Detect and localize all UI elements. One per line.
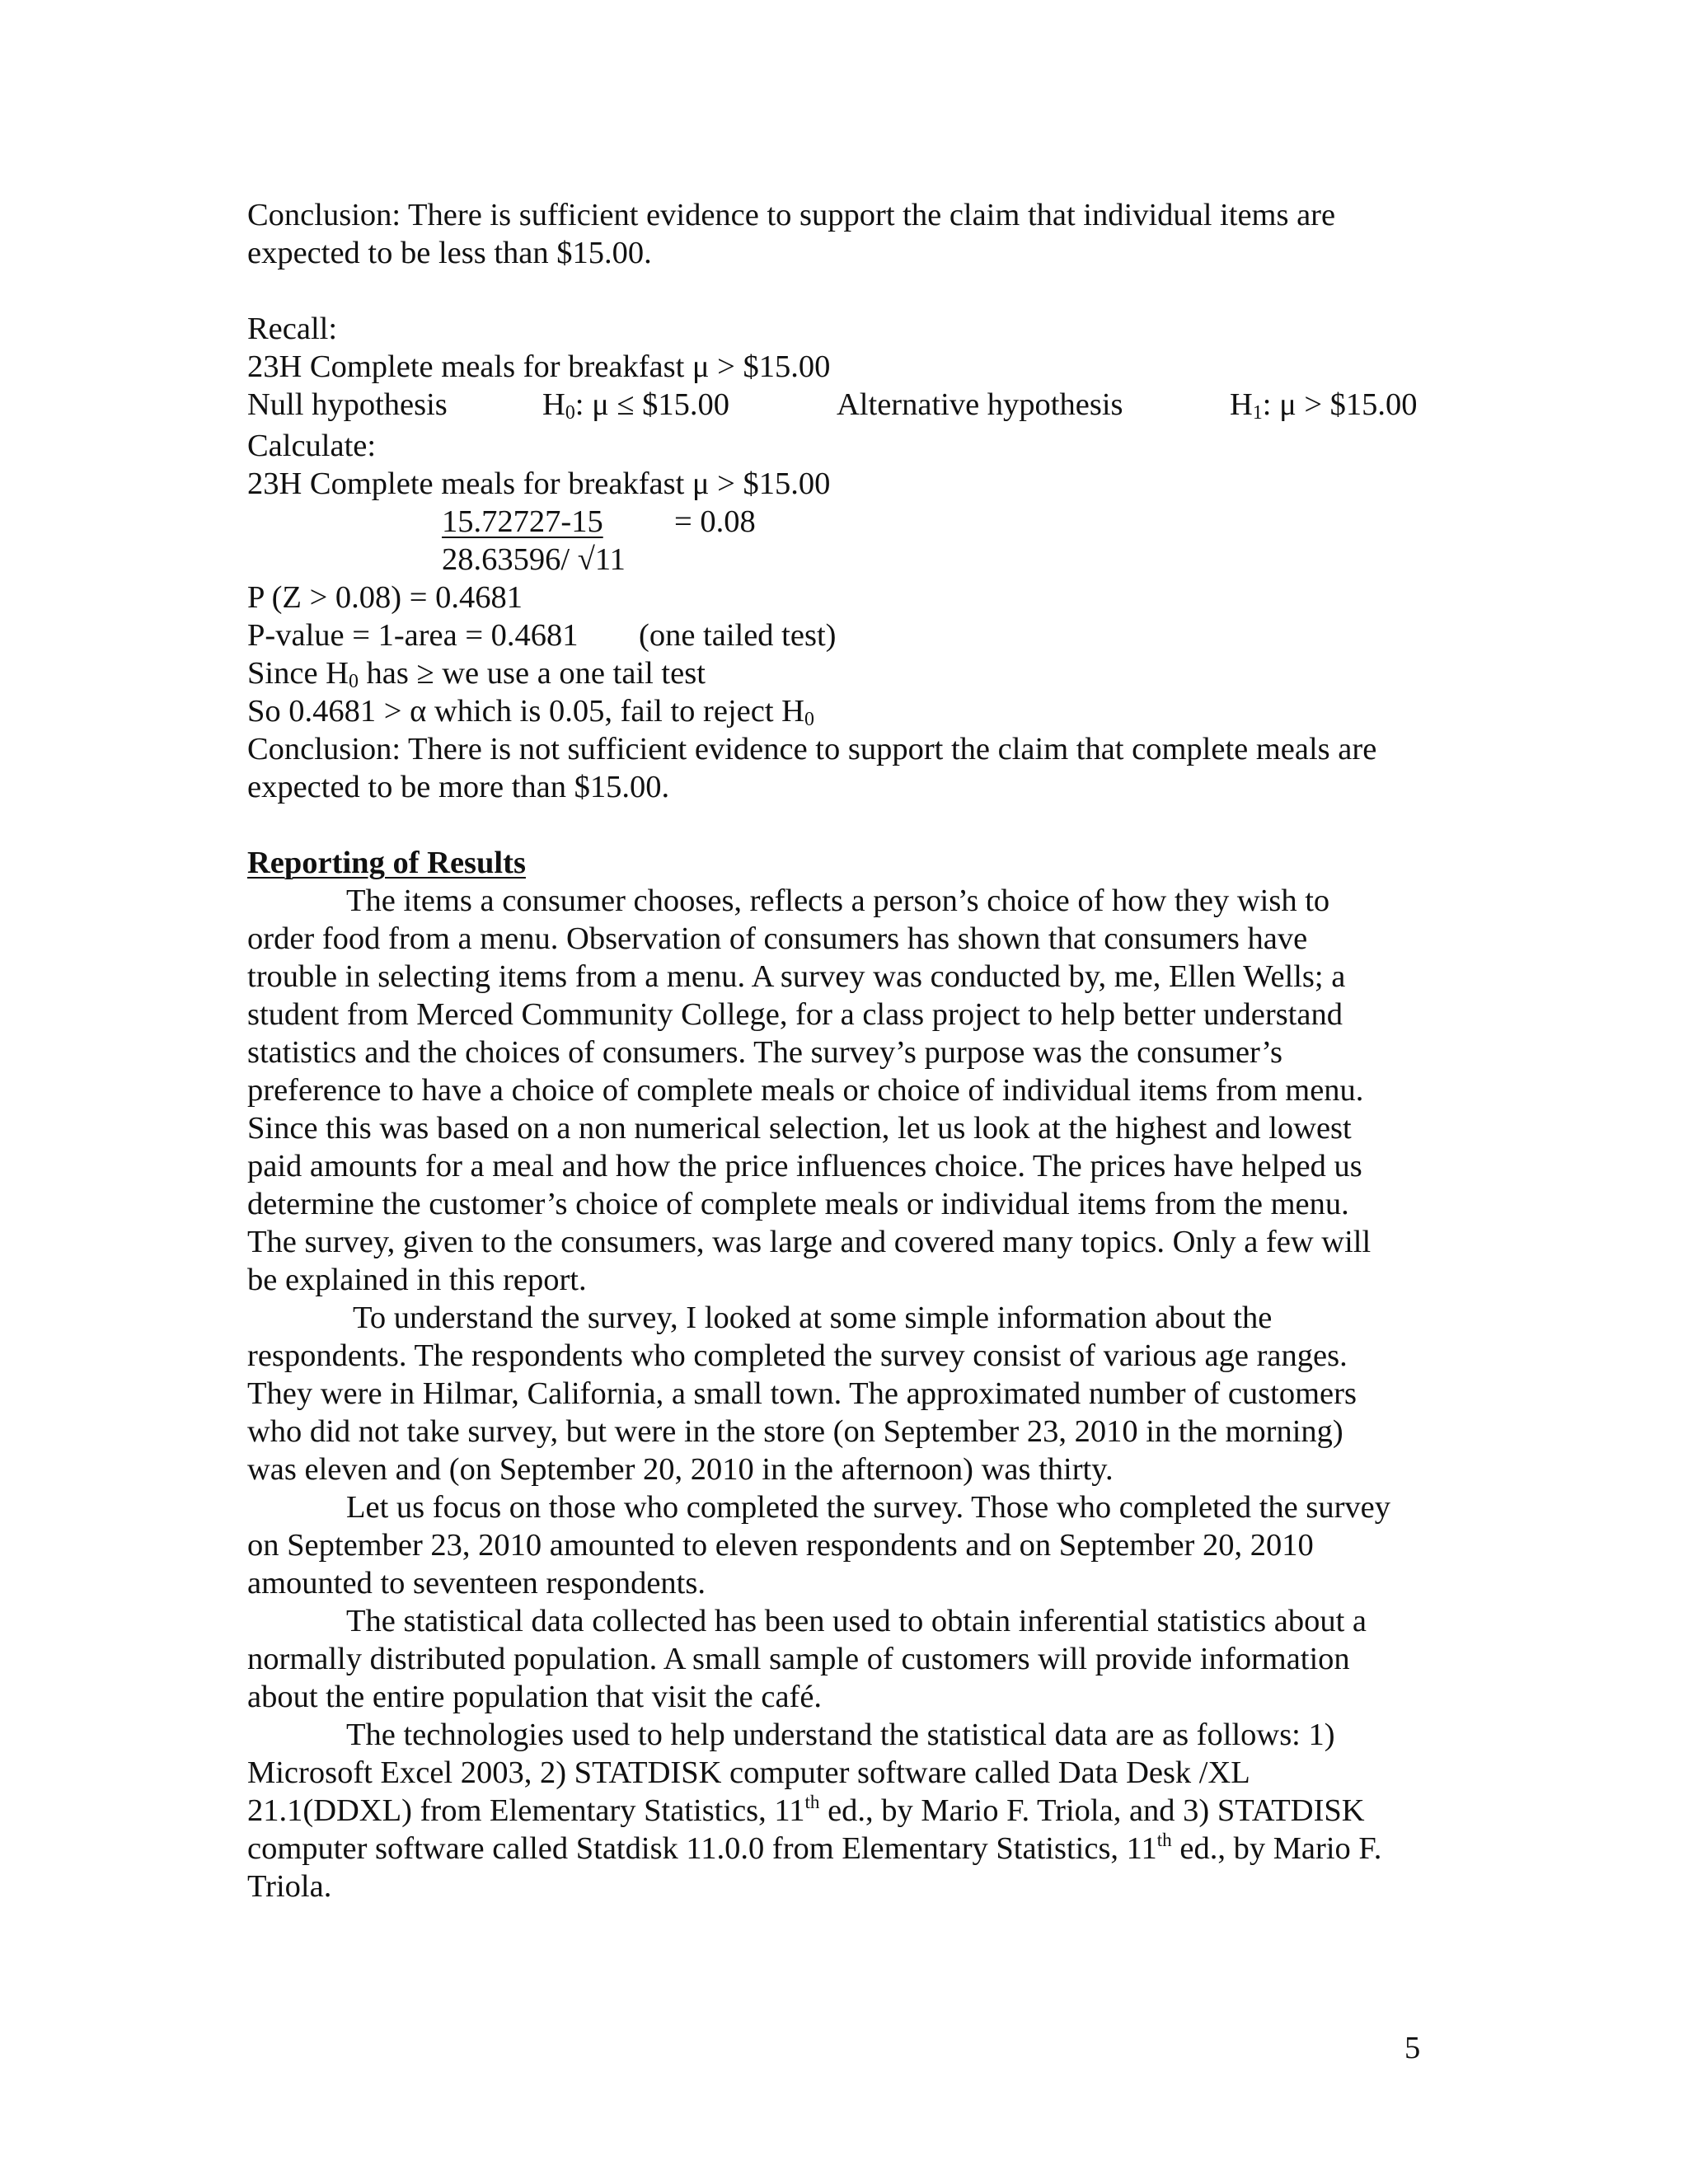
recall-label: Recall: bbox=[247, 312, 338, 346]
paragraph-line: They were in Hilmar, California, a small town. The approximated number of customers bbox=[247, 1376, 1357, 1411]
paragraph-line: trouble in selecting items from a menu. A survey was conducted by, me, Ellen Wells; a bbox=[247, 959, 1346, 994]
h1-rest: : μ > $15.00 bbox=[1262, 387, 1418, 422]
conclusion-2-line-2: expected to be more than $15.00. bbox=[247, 770, 670, 804]
paragraph-line: Triola. bbox=[247, 1869, 332, 1904]
paragraph-line: be explained in this report. bbox=[247, 1263, 587, 1297]
paragraph-line: preference to have a choice of complete meals or choice of individual items from menu. bbox=[247, 1073, 1364, 1108]
since-line: Since $H_0$ has ≥ we use a one tail test bbox=[247, 656, 706, 692]
page-number: 5 bbox=[1404, 2031, 1421, 2065]
calculate-claim: 23H Complete meals for breakfast μ > $15.00 bbox=[247, 466, 831, 501]
paragraph-2 bbox=[247, 1299, 1451, 1488]
paragraph-line: computer software called Statdisk 11.0.0 from Elementary Statistics, 11th ed., by Mario F. bbox=[247, 1829, 1382, 1866]
probability-line: P (Z > 0.08) = 0.4681 bbox=[247, 580, 523, 615]
fraction-denominator: 28.63596/ √11 bbox=[442, 542, 626, 577]
paragraph-line: about the entire population that visit the café. bbox=[247, 1680, 823, 1714]
paragraph-line: statistics and the choices of consumers. The survey’s purpose was the consumer’s bbox=[247, 1035, 1282, 1070]
paragraph-1 bbox=[247, 882, 1451, 1299]
h1-subscript: 1 bbox=[1252, 401, 1263, 424]
page-body bbox=[247, 196, 1451, 1905]
fraction-numerator-line bbox=[247, 503, 1451, 541]
fraction-denominator-line bbox=[247, 541, 1451, 579]
calculate-label: Calculate: bbox=[247, 429, 377, 463]
paragraph-line: normally distributed population. A small sample of customers will provide information bbox=[247, 1642, 1350, 1676]
blank-line bbox=[247, 272, 1451, 310]
paragraph-line: who did not take survey, but were in the store (on September 23, 2010 in the morning) bbox=[247, 1414, 1343, 1449]
paragraph-line: The technologies used to help understand the statistical data are as follows: 1) bbox=[346, 1718, 1335, 1752]
paragraph-4 bbox=[247, 1602, 1451, 1716]
fraction-numerator: 15.72727-15 bbox=[442, 504, 603, 539]
paragraph-line: paid amounts for a meal and how the price influences choice. The prices have helped us bbox=[247, 1149, 1362, 1183]
null-hypothesis-statement bbox=[542, 386, 837, 424]
paragraph-line: Microsoft Excel 2003, 2) STATDISK computer software called Data Desk /XL bbox=[247, 1755, 1250, 1790]
h1-symbol: H bbox=[1230, 387, 1253, 422]
h0-subscript: 0 bbox=[565, 401, 575, 424]
paragraph-5 bbox=[247, 1716, 1451, 1905]
paragraph-line: amounted to seventeen respondents. bbox=[247, 1566, 706, 1601]
paragraph-line: Let us focus on those who completed the survey. Those who completed the survey bbox=[346, 1490, 1391, 1525]
decision-line: So 0.4681 > α which is 0.05, fail to reject $H_0$ bbox=[247, 694, 814, 730]
pvalue-note: (one tailed test) bbox=[639, 618, 837, 653]
paragraph-3 bbox=[247, 1488, 1451, 1602]
pvalue-line bbox=[247, 616, 1451, 654]
conclusion-2-line-1: Conclusion: There is not sufficient evidence to support the claim that complete meals are bbox=[247, 732, 1377, 766]
h0-symbol: H bbox=[542, 387, 565, 422]
paragraph-line: determine the customer’s choice of complete meals or individual items from the menu. bbox=[247, 1187, 1349, 1221]
section-heading: Reporting of Results bbox=[247, 846, 526, 880]
fraction-result: = 0.08 bbox=[674, 504, 756, 539]
blank-line bbox=[247, 806, 1451, 844]
recall-claim: 23H Complete meals for breakfast μ > $15.00 bbox=[247, 349, 831, 384]
paragraph-line: on September 23, 2010 amounted to eleven respondents and on September 20, 2010 bbox=[247, 1528, 1314, 1563]
paragraph-line: The statistical data collected has been used to obtain inferential statistics about a bbox=[346, 1604, 1367, 1638]
paragraph-line: 21.1(DDXL) from Elementary Statistics, 11th ed., by Mario F. Triola, and 3) STATDISK bbox=[247, 1791, 1365, 1828]
hypotheses-line bbox=[247, 386, 1451, 427]
paragraph-line: was eleven and (on September 20, 2010 in the afternoon) was thirty. bbox=[247, 1452, 1114, 1487]
paragraph-line: respondents. The respondents who completed the survey consist of various age ranges. bbox=[247, 1338, 1348, 1373]
paragraph-line: student from Merced Community College, for a class project to help better understand bbox=[247, 997, 1343, 1032]
conclusion-1-line-2: expected to be less than $15.00. bbox=[247, 236, 652, 270]
paragraph-line: To understand the survey, I looked at some simple information about the bbox=[353, 1301, 1273, 1335]
paragraph-line: The survey, given to the consumers, was large and covered many topics. Only a few will bbox=[247, 1225, 1372, 1259]
null-hypothesis-label: Null hypothesis bbox=[247, 387, 448, 422]
paragraph-line: Since this was based on a non numerical selection, let us look at the highest and lowest bbox=[247, 1111, 1352, 1146]
alternative-hypothesis-statement bbox=[1230, 386, 1418, 424]
paragraph-line: order food from a menu. Observation of consumers has shown that consumers have bbox=[247, 921, 1308, 956]
conclusion-1-line-1: Conclusion: There is sufficient evidence to support the claim that individual items are bbox=[247, 198, 1336, 232]
alternative-hypothesis-label: Alternative hypothesis bbox=[837, 387, 1123, 422]
pvalue-text: P-value = 1-area = 0.4681 bbox=[247, 618, 579, 653]
paragraph-line: The items a consumer chooses, reflects a person’s choice of how they wish to bbox=[346, 883, 1330, 918]
h0-rest: : μ ≤ $15.00 bbox=[574, 387, 729, 422]
